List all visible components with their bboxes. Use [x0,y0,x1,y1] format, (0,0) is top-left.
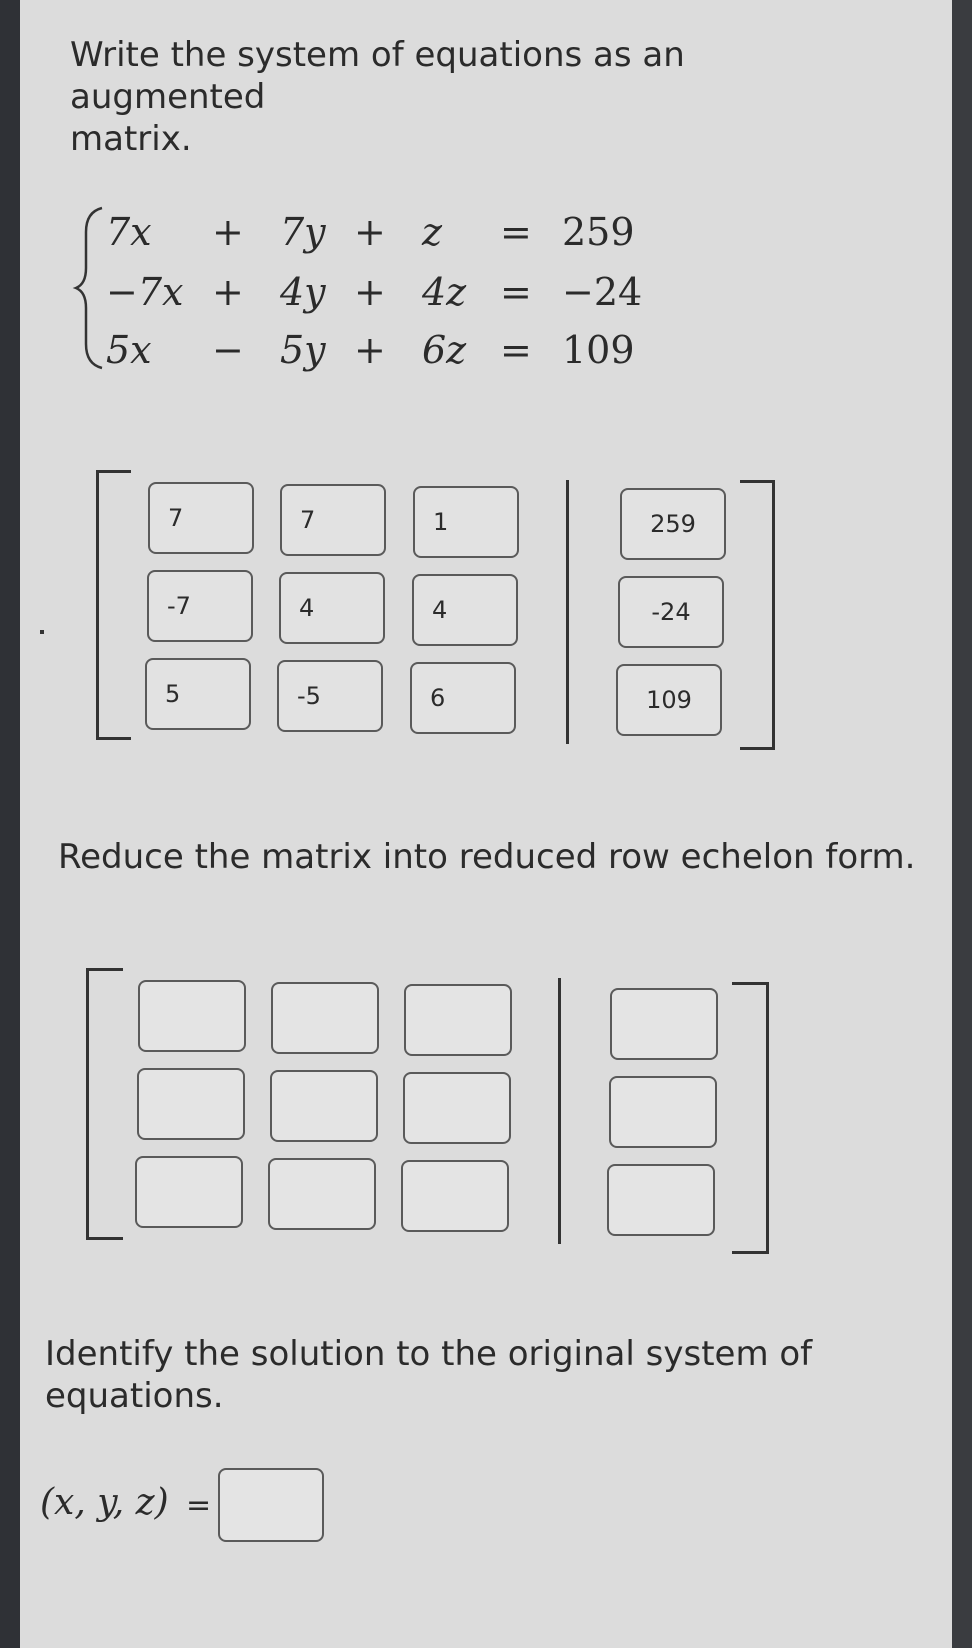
matrix-cell-r2c1[interactable]: -7 [147,570,253,642]
system-of-equations [72,202,672,372]
eq3-op1: − [212,328,244,372]
eq1-term-z: z [422,210,443,254]
matrix-cell-r3-rhs[interactable]: 109 [616,664,722,736]
eq1-op1: + [212,210,244,254]
eq1-equals: = [500,210,532,254]
rref-cell-r2c3[interactable] [403,1072,511,1144]
eq3-equals: = [500,328,532,372]
eq3-term-y: 5y [280,328,326,372]
matrix-cell-r1c3[interactable]: 1 [413,486,519,558]
solution-label: (x, y, z) [40,1482,169,1523]
eq2-op2: + [354,270,386,314]
eq1-rhs: 259 [562,210,635,254]
matrix-cell-r2c3[interactable]: 4 [412,574,518,646]
solution-equals: = [186,1488,212,1523]
rref-cell-r1c2[interactable] [271,982,379,1054]
question-2-text: Reduce the matrix into reduced row echelon form. [58,837,916,877]
rref-cell-r3c1[interactable] [135,1156,243,1228]
rref-left-bracket [86,968,123,1240]
rref-cell-r2-rhs[interactable] [609,1076,717,1148]
rref-cell-r1c3[interactable] [404,984,512,1056]
matrix-cell-r1c2[interactable]: 7 [280,484,386,556]
eq2-rhs: −24 [562,270,643,314]
eq3-term-z: 6z [422,328,467,372]
eq2-term-x: −7x [106,270,184,314]
rref-cell-r3c3[interactable] [401,1160,509,1232]
solution-input[interactable] [218,1468,324,1542]
right-bracket [740,480,775,750]
rref-right-bracket [732,982,769,1254]
matrix-cell-r2-rhs[interactable]: -24 [618,576,724,648]
eq3-op2: + [354,328,386,372]
stray-mark [40,630,44,634]
left-brace-icon [72,202,108,372]
rref-cell-r2c2[interactable] [270,1070,378,1142]
matrix-cell-r2c2[interactable]: 4 [279,572,385,644]
rref-cell-r3c2[interactable] [268,1158,376,1230]
question-1-text: Write the system of equations as an augmented matrix. [70,35,685,159]
matrix-cell-r3c3[interactable]: 6 [410,662,516,734]
matrix-cell-r3c2[interactable]: -5 [277,660,383,732]
eq2-term-y: 4y [280,270,326,314]
left-edge [0,0,20,1648]
eq2-op1: + [212,270,244,314]
matrix-cell-r1-rhs[interactable]: 259 [620,488,726,560]
eq3-rhs: 109 [562,328,635,372]
rref-cell-r1-rhs[interactable] [610,988,718,1060]
rref-cell-r2c1[interactable] [137,1068,245,1140]
augment-divider [566,480,569,744]
matrix-cell-r3c1[interactable]: 5 [145,658,251,730]
matrix-cell-r1c1[interactable]: 7 [148,482,254,554]
eq3-term-x: 5x [106,328,152,372]
rref-cell-r1c1[interactable] [138,980,246,1052]
eq1-term-y: 7y [280,210,326,254]
eq1-op2: + [354,210,386,254]
eq1-term-x: 7x [106,210,152,254]
eq2-term-z: 4z [422,270,467,314]
right-edge [952,0,972,1648]
rref-augment-divider [558,978,561,1244]
rref-cell-r3-rhs[interactable] [607,1164,715,1236]
eq2-equals: = [500,270,532,314]
question-3-text: Identify the solution to the original system of equations. [45,1334,813,1416]
left-bracket [96,470,131,740]
